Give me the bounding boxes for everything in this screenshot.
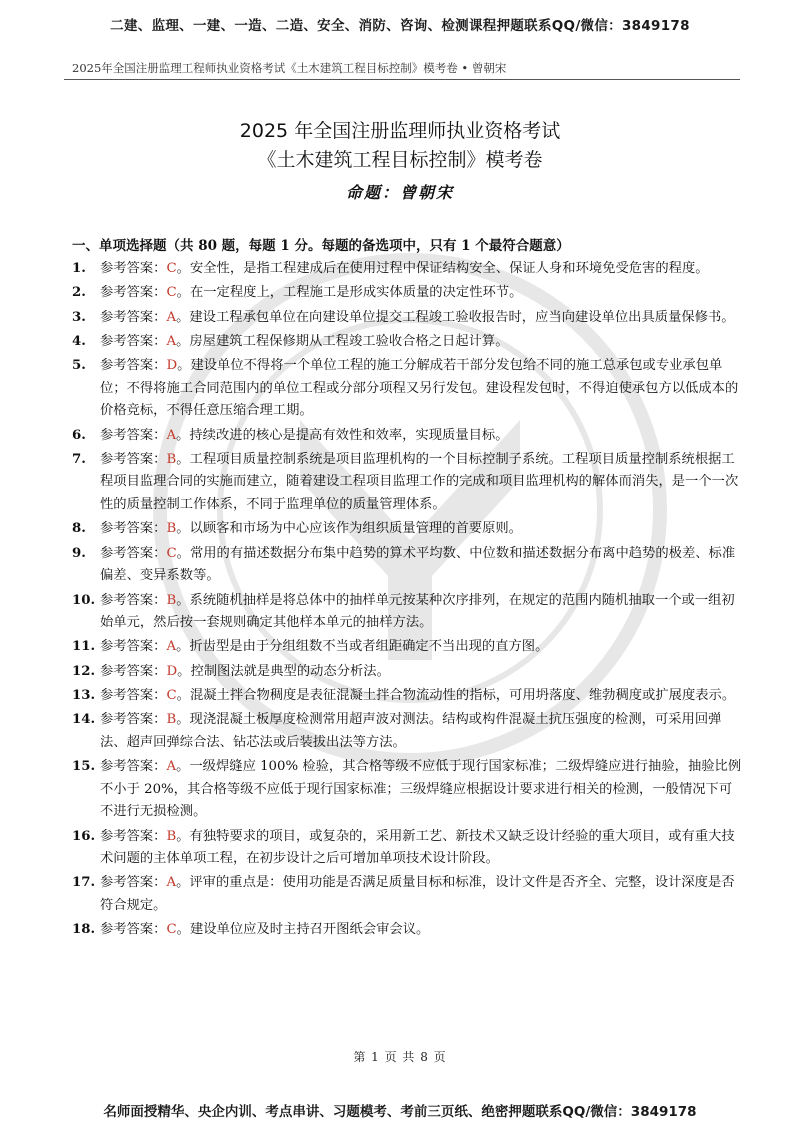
answer-letter: A: [166, 875, 177, 891]
top-banner: 二建、监理、一建、一造、二造、安全、消防、咨询、检测课程押题联系QQ/微信：3849178: [110, 18, 690, 34]
answer-letter: C: [166, 285, 177, 301]
answer-number: 1.: [72, 261, 86, 276]
answer-prefix: 参考答案：: [100, 639, 167, 655]
answer-item: [72, 709, 742, 754]
answer-letter: B: [166, 828, 177, 844]
answer-explanation: 。控制图法就是典型的动态分析法。: [177, 663, 390, 679]
answer-letter: D: [166, 358, 178, 374]
title-block: [0, 118, 800, 203]
answer-explanation: 。以顾客和市场为中心应该作为组织质量管理的首要原则。: [176, 521, 522, 537]
answer-explanation: 。系统随机抽样是将总体中的抽样单元按某种次序排列，在规定的范围内随机抽取一个或一组初始单元，然后按一套规则确定其他样本单元的抽样方法。: [100, 592, 735, 631]
answer-explanation: 。混凝土拌合物稠度是表征混凝土拌合物流动性的指标，可用坍落度、维勃稠度或扩展度表示。: [176, 687, 736, 703]
answer-list: [72, 258, 742, 944]
answer-letter: C: [166, 687, 177, 703]
answer-explanation: 。建设工程承包单位在向建设单位提交工程竣工验收报告时，应当向建设单位出具质量保修书。: [176, 309, 735, 325]
answer-number: 2.: [72, 285, 86, 301]
answer-item: [72, 919, 742, 942]
answer-prefix: 参考答案：: [100, 922, 167, 938]
answer-number: 5.: [72, 358, 86, 374]
answer-letter: A: [166, 639, 177, 655]
answer-item: [72, 331, 742, 354]
answer-prefix: 参考答案：: [100, 712, 167, 728]
answer-item: [72, 756, 742, 824]
answer-number: 18.: [72, 922, 96, 938]
answer-number: 15.: [72, 759, 96, 775]
answer-number: 6.: [72, 427, 86, 443]
answer-prefix: 参考答案：: [100, 333, 167, 349]
answer-item: [72, 307, 742, 330]
answer-prefix: 参考答案：: [100, 451, 167, 467]
answer-letter: A: [166, 427, 177, 443]
answer-letter: C: [166, 922, 177, 938]
answer-explanation: 。房屋建筑工程保修期从工程竣工验收合格之日起计算。: [176, 333, 509, 349]
answer-letter: C: [166, 261, 177, 276]
answer-explanation: 。安全性，是指工程建成后在使用过程中保证结构安全、保证人身和环境免受危害的程度。: [176, 261, 709, 276]
answer-item: [72, 258, 742, 281]
answer-item: [72, 518, 742, 541]
page-number: 第 1 页 共 8 页: [353, 1050, 447, 1064]
answer-explanation: 。在一定程度上，工程施工是形成实体质量的决定性环节。: [176, 285, 523, 301]
header-rule: [64, 79, 740, 80]
answer-number: 8.: [72, 521, 86, 537]
answer-prefix: 参考答案：: [100, 828, 167, 844]
answer-item: [72, 543, 742, 588]
answer-explanation: 。建设单位不得将一个单位工程的施工分解成若干部分发包给不同的施工总承包或专业承包单位；不得将施工合同范围内的单位工程或分部分项程又另行发包。建设程发包时，不得迫使承包方以低成本的价格竞标，不得任意压缩合理工期。: [100, 358, 739, 419]
answer-prefix: 参考答案：: [100, 358, 167, 374]
answer-item: [72, 590, 742, 635]
answer-explanation: 。工程项目质量控制系统是项目监理机构的一个目标控制子系统。工程项目质量控制系统根据工程项目监理合同的实施而建立，随着建设工程项目监理工作的完成和项目监理机构的解体而消失，是一个一次性的质量控制工作体系，不同于监理单位的质量管理体系。: [100, 451, 739, 513]
answer-letter: B: [166, 521, 177, 537]
answer-prefix: 参考答案：: [100, 309, 167, 325]
answer-item: [72, 282, 742, 305]
document-subtitle: 《土木建筑工程目标控制》模考卷: [257, 149, 543, 171]
answer-letter: A: [166, 759, 177, 775]
answer-number: 17.: [72, 875, 96, 891]
answer-letter: B: [166, 592, 177, 608]
section-heading: 一、单项选择题（共 80 题，每题 1 分。每题的备选项中，只有 1 个最符合题意）: [72, 238, 570, 254]
answer-number: 13.: [72, 687, 96, 703]
answer-letter: C: [166, 545, 177, 561]
running-header: 2025年全国注册监理工程师执业资格考试《土木建筑工程目标控制》模考卷 • 曾朝宋: [72, 61, 507, 75]
answer-explanation: 。常用的有描述数据分布集中趋势的算术平均数、中位数和描述数据分布离中趋势的极差、标准偏差、变异系数等。: [100, 545, 736, 584]
answer-item: [72, 826, 742, 871]
answer-item: [72, 636, 742, 659]
document-title: 2025 年全国注册监理师执业资格考试: [239, 120, 561, 142]
answer-explanation: 。有独特要求的项目，或复杂的，采用新工艺、新技术又缺乏设计经验的重大项目，或有重大技术问题的主体单项工程，在初步设计之后可增加单项技术设计阶段。: [100, 828, 735, 867]
answer-item: [72, 449, 742, 517]
answer-letter: A: [166, 309, 177, 325]
answer-letter: B: [166, 451, 177, 467]
answer-explanation: 。持续改进的核心是提高有效性和效率，实现质量目标。: [176, 427, 509, 443]
answer-explanation: 。建设单位应及时主持召开图纸会审会议。: [176, 922, 430, 938]
answer-prefix: 参考答案：: [100, 592, 167, 608]
answer-prefix: 参考答案：: [100, 875, 167, 891]
bottom-banner: 名师面授精华、央企内训、考点串讲、习题模考、考前三页纸、绝密押题联系QQ/微信：3849178: [103, 1104, 697, 1120]
answer-prefix: 参考答案：: [100, 285, 167, 301]
answer-prefix: 参考答案：: [100, 687, 167, 703]
answer-number: 3.: [72, 309, 86, 325]
answer-number: 11.: [72, 639, 96, 655]
answer-prefix: 参考答案：: [100, 545, 167, 561]
author-line: 命题：曾朝宋: [345, 183, 454, 202]
answer-prefix: 参考答案：: [100, 759, 167, 775]
answer-prefix: 参考答案：: [100, 663, 167, 679]
answer-item: [72, 425, 742, 448]
answer-prefix: 参考答案：: [100, 521, 167, 537]
answer-item: [72, 872, 742, 917]
answer-explanation: 。一级焊缝应 100% 检验，其合格等级不应低于现行国家标准；二级焊缝应进行抽验，抽验比例不小于 20%，其合格等级不应低于现行国家标准；三级焊缝应根据设计要求进行相关的检测，一般情况下可不进行无损检测。: [100, 759, 742, 820]
answer-number: 7.: [72, 451, 86, 467]
answer-explanation: 。评审的重点是：使用功能是否满足质量目标和标准，设计文件是否齐全、完整，设计深度是否符合规定。: [100, 875, 735, 914]
answer-number: 4.: [72, 333, 86, 349]
answer-explanation: 。现浇混凝土板厚度检测常用超声波对测法。结构或构件混凝土抗压强度的检测，可采用回弹法、超声回弹综合法、钻芯法或后装拔出法等方法。: [100, 712, 722, 750]
answer-explanation: 。折齿型是由于分组组数不当或者组距确定不当出现的直方图。: [176, 639, 549, 655]
answer-item: [72, 355, 742, 423]
answer-letter: A: [166, 333, 177, 349]
answer-letter: B: [166, 712, 177, 728]
answer-item: [72, 685, 742, 708]
answer-number: 14.: [72, 712, 96, 728]
answer-prefix: 参考答案：: [100, 261, 167, 276]
answer-letter: D: [166, 663, 178, 679]
answer-number: 16.: [72, 828, 96, 844]
answer-prefix: 参考答案：: [100, 427, 167, 443]
answer-item: [72, 661, 742, 684]
answer-number: 9.: [72, 545, 86, 561]
answer-number: 12.: [72, 663, 96, 679]
answer-number: 10.: [72, 592, 96, 608]
